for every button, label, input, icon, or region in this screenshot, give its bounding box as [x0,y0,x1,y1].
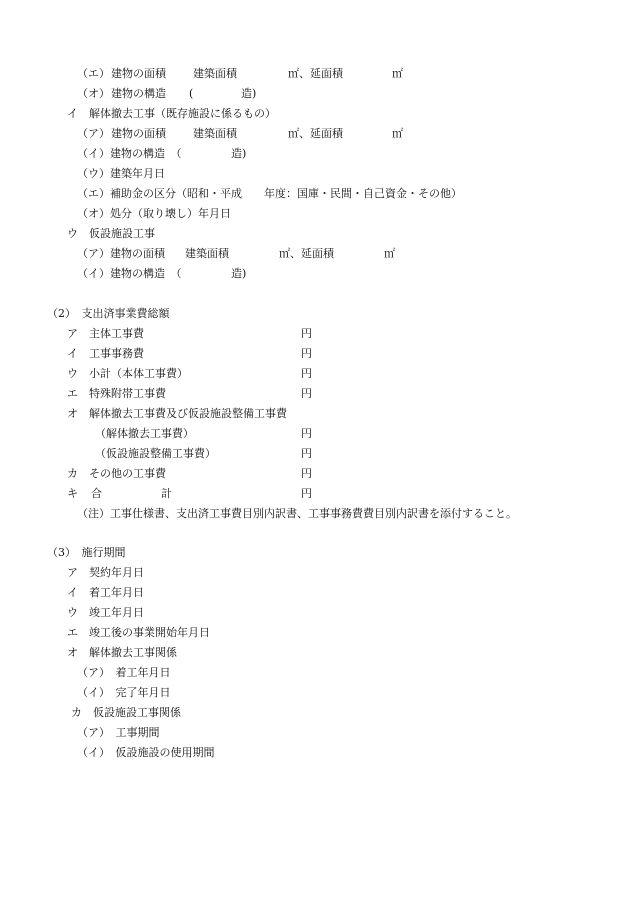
row-text: 建物の面積 [111,127,166,140]
total-mark: キ [67,487,78,500]
period-start-date: イ 着工年月日 [67,586,144,599]
period-operation-start-date: エ 竣工後の事業開始年月日 [67,626,210,639]
unit-m2-floor-area: ㎡、延面積 [288,67,343,80]
cost-item-demolition: （解体撤去工事費） [95,427,194,440]
attachment-note: （注）工事仕様書、支出済工事費目別内訳書、工事事務費費目別内訳書を添付すること。 [77,507,517,520]
structure-suffix: 造) [231,147,247,160]
cost-unit-yen: 円 [301,347,312,360]
row-text: 建物の構造 [111,87,166,100]
row-label: （エ） [77,67,110,80]
row-demolition-disposal-date: （オ）処分（取り壊し）年月日 [77,207,231,220]
period-demolition-heading: オ 解体撤去工事関係 [67,646,177,659]
cost-item-special-ancillary: エ 特殊附帯工事費 [67,387,166,400]
period-temporary-heading: カ 仮設施設工事関係 [71,706,181,719]
building-area-label: 建築面積 [185,247,229,260]
unit-m2: ㎡ [384,247,395,260]
period-temporary-usage: （イ） 仮設施設の使用期間 [77,746,215,759]
row-demolition-subsidy: （エ）補助金の区分（昭和・平成 年度：国庫・民間・自己資金・その他） [77,187,462,200]
cost-unit-yen: 円 [301,487,312,500]
period-demolition-end: （イ） 完了年月日 [77,686,171,699]
cost-unit-yen: 円 [301,427,312,440]
cost-unit-yen: 円 [301,387,312,400]
cost-unit-yen: 円 [301,367,312,380]
cost-item-main-construction: ア 主体工事費 [67,327,144,340]
paren-open: ( [189,87,194,100]
cost-item-temporary: （仮設施設整備工事費） [95,447,216,460]
temporary-heading: ウ 仮設施設工事 [67,227,155,240]
period-demolition-start: （ア） 着工年月日 [77,666,171,679]
row-demolition-built-date: （ウ）建築年月日 [77,167,165,180]
building-area-label: 建築面積 [193,67,237,80]
period-completion-date: ウ 竣工年月日 [67,606,144,619]
unit-m2: ㎡ [392,67,403,80]
total-label-a: 合 [91,487,102,500]
demolition-heading: イ 解体撤去工事（既存施設に係るもの） [67,107,276,120]
unit-m2-floor-area: ㎡、延面積 [288,127,343,140]
cost-item-other: カ その他の工事費 [67,467,166,480]
row-label: （ア） [77,127,110,140]
cost-unit-yen: 円 [301,447,312,460]
period-contract-date: ア 契約年月日 [67,566,144,579]
section3-heading: （3） 施行期間 [47,546,126,559]
row-text: （イ）建物の構造 （ [77,267,182,280]
cost-unit-yen: 円 [301,467,312,480]
period-temporary-construction: （ア） 工事期間 [77,726,160,739]
cost-item-office-expense: イ 工事事務費 [67,347,144,360]
section2-heading: （2） 支出済事業費総額 [47,307,170,320]
building-area-label: 建築面積 [193,127,237,140]
structure-suffix: 造) [241,87,257,100]
row-text: （イ）建物の構造 （ [77,147,182,160]
structure-suffix: 造) [231,267,247,280]
row-text: 建物の面積 [111,67,166,80]
unit-m2: ㎡ [392,127,403,140]
unit-m2-floor-area: ㎡、延面積 [279,247,334,260]
row-text: （ア）建物の面積 [77,247,165,260]
cost-item-demolition-and-temporary: オ 解体撤去工事費及び仮設施設整備工事費 [67,407,287,420]
total-label-b: 計 [161,487,172,500]
row-label: （オ） [77,87,110,100]
cost-item-subtotal: ウ 小計（本体工事費） [67,367,188,380]
cost-unit-yen: 円 [301,327,312,340]
